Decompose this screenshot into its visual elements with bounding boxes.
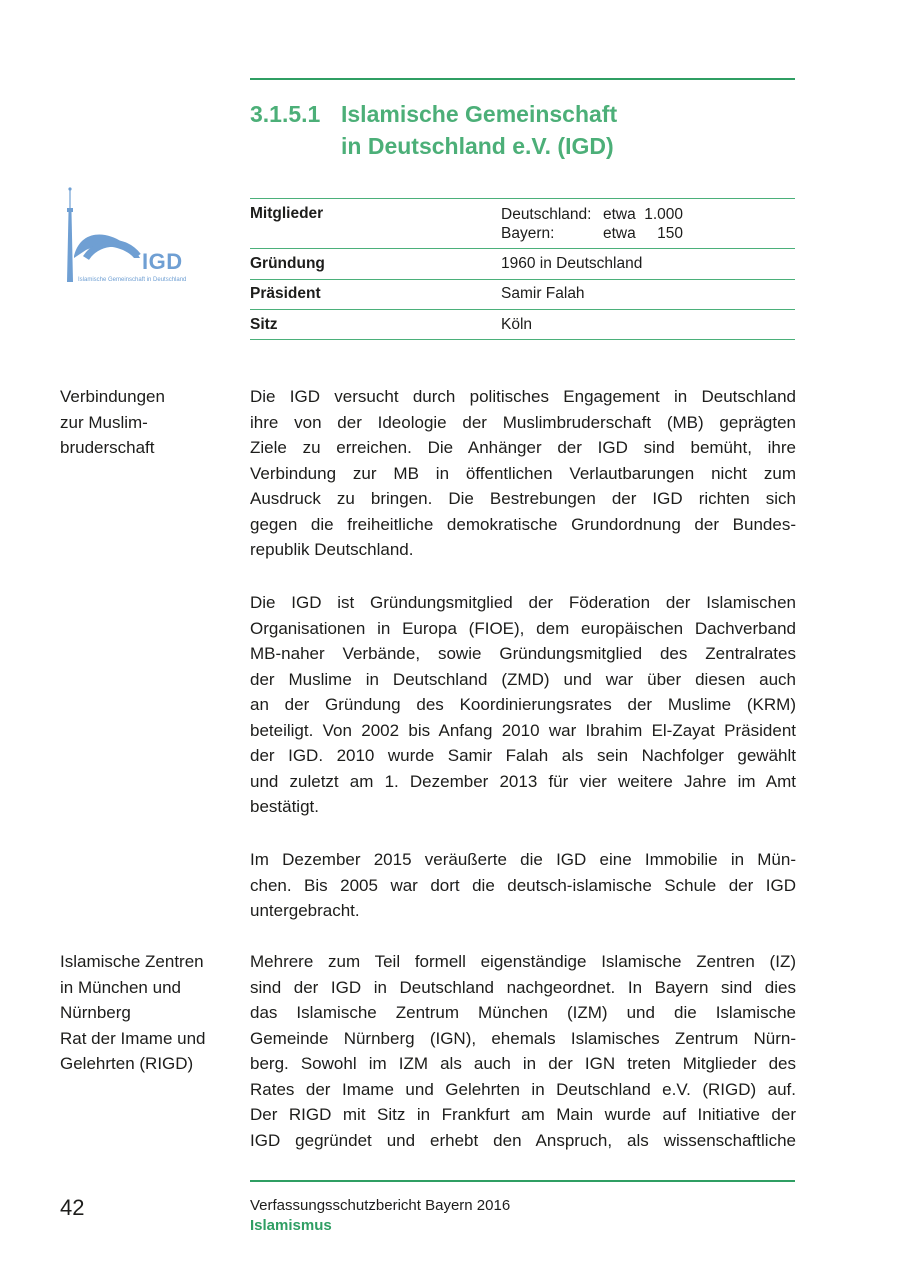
text-line: der Muslime in Deutschland (ZMD) und war über diesen auch	[250, 669, 796, 689]
paragraph-mb-goals	[250, 384, 796, 563]
sidenote-line: bruderschaft	[60, 438, 155, 457]
igd-logo-text: IGD	[142, 249, 183, 274]
paragraph-islamic-centers	[250, 949, 796, 1153]
paragraph-munich-property	[250, 847, 796, 924]
text-line: republik Deutschland.	[250, 540, 414, 559]
text-line: das Islamische Zentrum München (IZM) und die Islamische	[250, 1003, 796, 1022]
seat-value: Köln	[501, 316, 533, 333]
sidenote-line: Verbindungen	[60, 387, 165, 406]
igd-logo	[60, 186, 210, 290]
text-line: sind der IGD in Deutschland nachgeordnet. In Bayern sind dies	[250, 977, 796, 997]
members-approx: etwa	[603, 206, 636, 223]
members-values	[501, 205, 683, 243]
sidenote-line: Nürnberg	[60, 1003, 131, 1022]
text-line: untergebracht.	[250, 901, 360, 920]
text-line: der IGD. 2010 wurde Samir Falah als sein Nachfolger gewählt	[250, 746, 796, 765]
paragraph-fioe-membership	[250, 590, 796, 820]
text-line: Rates der Imame und Gelehrten in Deutschland e.V. (RIGD) auf.	[250, 1079, 796, 1099]
footer-chapter: Islamismus	[250, 1217, 332, 1234]
sidenote-line: Islamische Zentren	[60, 952, 204, 971]
fact-row-founding	[250, 255, 795, 277]
members-approx: etwa	[603, 225, 636, 242]
fact-row-seat	[250, 316, 795, 338]
text-line: Verbindung zur MB in öffentlichen Verlautbarungen nicht zum	[250, 463, 796, 483]
text-line: Mehrere zum Teil formell eigenständige Islamische Zentren (IZ)	[250, 952, 796, 971]
section-title-line-1: Islamische Gemeinschaft	[341, 101, 618, 127]
fact-table-rule	[250, 279, 795, 280]
sidenote-line: Rat der Imame und	[60, 1028, 206, 1048]
text-line: Ausdruck zu bringen. Die Bestrebungen der IGD richten sich	[250, 489, 796, 508]
fact-table-rule	[250, 339, 795, 340]
section-title-line-2: in Deutschland e.V. (IGD)	[341, 133, 614, 159]
fact-table-rule	[250, 198, 795, 199]
sidenote-muslim-brotherhood	[60, 384, 240, 461]
footer-publication: Verfassungsschutzbericht Bayern 2016	[250, 1197, 511, 1214]
fact-table-rule	[250, 309, 795, 310]
sidenote-line: Gelehrten (RIGD)	[60, 1054, 194, 1073]
text-line: ihre von der Ideologie der Muslimbruderschaft (MB) geprägten	[250, 412, 796, 432]
members-row-bavaria	[501, 224, 683, 243]
text-line: Organisationen in Europa (FIOE), dem europäischen Dachverband	[250, 618, 796, 638]
igd-logo-subtitle: Islamische Gemeinschaft in Deutschland	[78, 277, 187, 283]
text-line: berg. Sowohl im IZM als auch in der IGN treten Mitglieder des	[250, 1054, 796, 1073]
text-line: Die IGD ist Gründungsmitglied der Föderation der Islamischen	[250, 593, 796, 612]
text-line: Gemeinde Nürnberg (IGN), ehemals Islamisches Zentrum Nürn-	[250, 1028, 796, 1048]
fact-row-members	[250, 204, 795, 246]
top-rule	[250, 78, 795, 80]
sidenote-islamic-centers	[60, 949, 240, 1077]
members-region: Bayern:	[501, 225, 555, 242]
text-line: Der RIGD mit Sitz in Frankfurt am Main wurde auf Initiative der	[250, 1105, 796, 1124]
fact-table-rule	[250, 248, 795, 249]
text-line: bestätigt.	[250, 797, 319, 816]
text-line: gegen die freiheitliche demokratische Grundordnung der Bundes-	[250, 514, 796, 534]
text-line: an der Gründung des Koordinierungsrates der Muslime (KRM)	[250, 695, 796, 714]
text-line: Ziele zu erreichen. Die Anhänger der IGD sind bemüht, ihre	[250, 438, 796, 457]
text-line: und zuletzt am 1. Dezember 2013 für vier weitere Jahre im Amt	[250, 771, 796, 791]
members-region: Deutschland:	[501, 206, 592, 223]
fact-row-president	[250, 285, 795, 307]
text-line: MB-naher Verbände, sowie Gründungsmitglied des Zentralrates	[250, 644, 796, 663]
text-line: IGD gegründet und erhebt den Anspruch, als wissenschaftliche	[250, 1130, 796, 1150]
sidenote-line: zur Muslim-	[60, 412, 148, 432]
members-label: Mitglieder	[250, 205, 324, 222]
sidenote-line: in München und	[60, 977, 181, 997]
seat-label: Sitz	[250, 316, 278, 333]
members-row-germany	[501, 205, 683, 224]
members-count: 150	[657, 225, 683, 242]
section-number: 3.1.5.1	[250, 101, 321, 127]
president-label: Präsident	[250, 285, 321, 302]
president-value: Samir Falah	[501, 285, 585, 302]
footer-rule	[250, 1180, 795, 1182]
page-number: 42	[60, 1195, 85, 1220]
text-line: Die IGD versucht durch politisches Engagement in Deutschland	[250, 387, 796, 406]
members-count: 1.000	[644, 206, 683, 223]
text-line: Im Dezember 2015 veräußerte die IGD eine Immobilie in Mün-	[250, 850, 796, 869]
founding-label: Gründung	[250, 255, 325, 272]
igd-logo-graphic	[60, 186, 210, 290]
text-line: chen. Bis 2005 war dort die deutsch-islamische Schule der IGD	[250, 875, 796, 895]
footer	[250, 1196, 510, 1236]
text-line: beteiligt. Von 2002 bis Anfang 2010 war Ibrahim El-Zayat Präsident	[250, 720, 796, 740]
founding-value: 1960 in Deutschland	[501, 255, 643, 272]
